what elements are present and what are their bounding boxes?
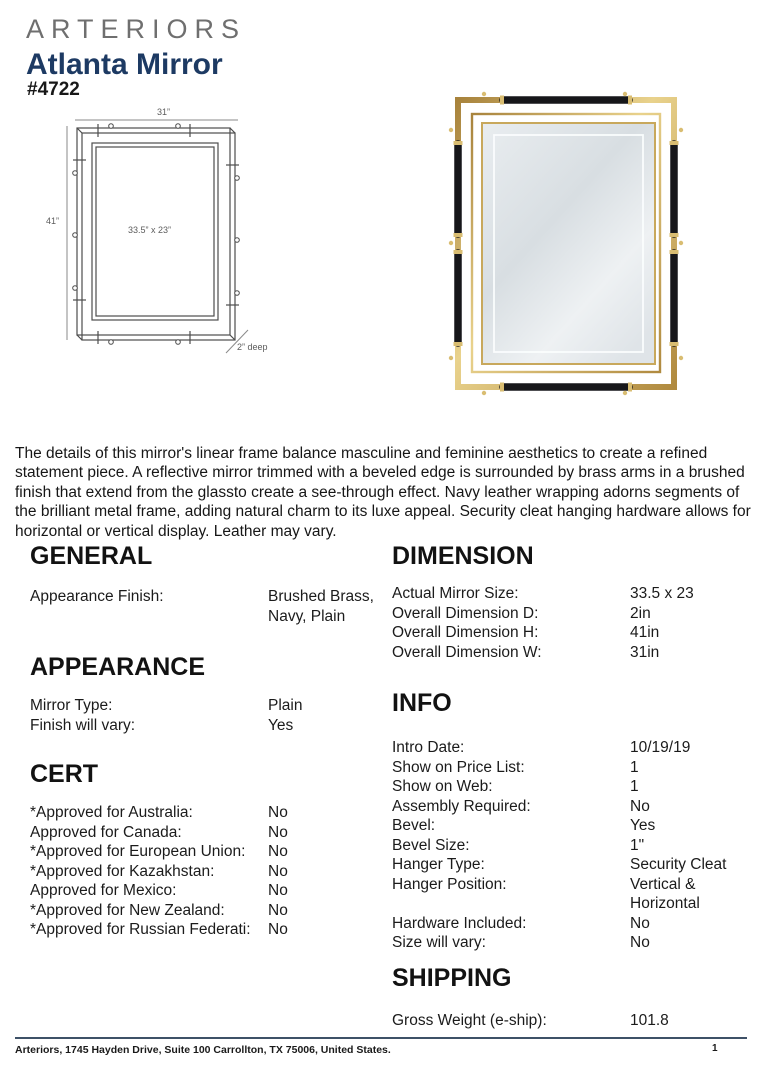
spec-row	[392, 933, 740, 953]
product-photo	[441, 86, 723, 413]
spec-label: *Approved for Australia:	[30, 804, 193, 821]
spec-label: Overall Dimension W:	[392, 643, 542, 661]
spec-value: 101.8	[630, 1011, 669, 1029]
spec-label: Hanger Type:	[392, 856, 485, 873]
spec-row	[392, 816, 740, 836]
spec-value: No	[630, 914, 650, 932]
dimension-diagram	[30, 100, 360, 390]
spec-label: Show on Web:	[392, 778, 493, 795]
spec-row	[30, 920, 380, 940]
spec-row	[392, 1011, 740, 1031]
product-sku: #4722	[27, 79, 80, 100]
spec-value: No	[268, 882, 288, 899]
section-general	[30, 541, 380, 626]
spec-row	[30, 842, 380, 862]
section-info-rows	[392, 738, 740, 953]
spec-label: Intro Date:	[392, 739, 465, 756]
diagram-depth-label: 2” deep	[237, 342, 268, 352]
mirror-pane	[482, 123, 655, 364]
spec-label: Approved for Mexico:	[30, 882, 177, 899]
spec-value: Vertical & Horizontal	[630, 875, 700, 912]
spec-row	[392, 855, 740, 875]
section-dimension	[392, 541, 740, 662]
spec-label: Hardware Included:	[392, 914, 527, 932]
spec-value: 1	[630, 758, 639, 776]
spec-value: No	[268, 921, 288, 938]
spec-row	[30, 696, 380, 716]
spec-row	[30, 587, 380, 626]
section-general-title: GENERAL	[30, 542, 153, 570]
spec-value: Yes	[268, 716, 294, 734]
spec-value: 31in	[630, 643, 660, 661]
spec-label: Show on Price List:	[392, 758, 525, 776]
spec-row	[392, 738, 740, 758]
section-appearance	[30, 652, 380, 735]
spec-label: *Approved for European Union:	[30, 843, 246, 860]
spec-label: Overall Dimension H:	[392, 624, 539, 641]
dimension-lines	[67, 120, 248, 353]
spec-row	[392, 797, 740, 817]
spec-label: Bevel Size:	[392, 836, 470, 854]
diagram-width-label: 31”	[157, 107, 171, 117]
spec-row	[392, 914, 740, 934]
spec-row	[392, 584, 740, 604]
spec-column-left	[30, 541, 380, 940]
spec-label: Bevel:	[392, 817, 436, 834]
spec-value: 2in	[630, 604, 651, 622]
spec-label: Mirror Type:	[30, 697, 113, 714]
section-info-title: INFO	[392, 689, 452, 717]
spec-row	[30, 901, 380, 921]
spec-row	[392, 758, 740, 778]
section-dimension-title: DIMENSION	[392, 542, 534, 570]
spec-row	[392, 643, 740, 663]
spec-label: Size will vary:	[392, 934, 486, 951]
section-dimension-rows	[392, 584, 740, 662]
footer-address: Arteriors, 1745 Hayden Drive, Suite 100 Carrollton, TX 75006, United States.	[15, 1044, 391, 1056]
spec-row	[30, 803, 380, 823]
spec-row	[30, 823, 380, 843]
section-info	[392, 688, 740, 953]
section-shipping-title: SHIPPING	[392, 963, 512, 992]
footer-divider	[15, 1037, 747, 1039]
spec-label: *Approved for Kazakhstan:	[30, 862, 215, 880]
spec-value: 1	[630, 778, 639, 795]
spec-label: Actual Mirror Size:	[392, 585, 519, 602]
spec-value: Plain	[268, 697, 303, 714]
spec-label: Finish will vary:	[30, 716, 136, 734]
spec-value: No	[630, 797, 650, 815]
spec-column-right	[392, 541, 740, 1030]
spec-label: Overall Dimension D:	[392, 604, 539, 622]
spec-label: *Approved for New Zealand:	[30, 901, 225, 919]
section-appearance-title: APPEARANCE	[30, 653, 206, 681]
spec-label: Assembly Required:	[392, 797, 531, 815]
spec-value: No	[630, 934, 650, 951]
section-cert-rows	[30, 803, 380, 940]
spec-value: Yes	[630, 817, 656, 834]
spec-value: 1"	[630, 836, 645, 854]
section-cert	[30, 759, 380, 940]
spec-value: 41in	[630, 624, 660, 641]
diagram-height-label: 41”	[46, 216, 60, 226]
spec-value: 10/19/19	[630, 739, 691, 756]
section-shipping	[392, 963, 740, 1031]
spec-row	[392, 875, 740, 914]
page-number: 1	[712, 1043, 718, 1054]
spec-value: Brushed Brass, Navy, Plain	[268, 588, 374, 625]
section-general-rows	[30, 587, 380, 626]
section-shipping-rows	[392, 1011, 740, 1031]
spec-label: *Approved for Russian Federati:	[30, 921, 251, 938]
product-description: The details of this mirror's linear frame balance masculine and feminine aesthetics to create a refined statement piece. A reflective mirror trimmed with a beveled edge is surrounded by brass arms in a brushed finish that extend from the glassto create a see-through effect. Navy leather wrapping adorns segments of the brilliant metal frame, adding natural charm to its luxe appeal. Security cleat hanging hardware allows for horizontal or vertical display. Leather may vary.	[15, 444, 751, 540]
spec-label: Appearance Finish:	[30, 588, 164, 605]
spec-label: Hanger Position:	[392, 875, 507, 893]
spec-row	[30, 716, 380, 736]
spec-row	[30, 881, 380, 901]
spec-value: No	[268, 862, 288, 880]
diagram-mirror-size-label: 33.5” x 23”	[128, 225, 172, 235]
spec-row	[392, 604, 740, 624]
spec-value: Security Cleat	[630, 856, 727, 873]
brand-logo: ARTERIORS	[26, 14, 247, 44]
spec-value: No	[268, 804, 288, 821]
spec-value: No	[268, 823, 288, 841]
spec-value: No	[268, 901, 288, 919]
spec-label: Gross Weight (e-ship):	[392, 1011, 547, 1029]
spec-value: No	[268, 843, 288, 860]
section-appearance-rows	[30, 696, 380, 735]
spec-value: 33.5 x 23	[630, 585, 694, 602]
spec-row	[30, 862, 380, 882]
spec-row	[392, 777, 740, 797]
section-cert-title: CERT	[30, 760, 99, 788]
spec-row	[392, 836, 740, 856]
spec-label: Approved for Canada:	[30, 823, 182, 841]
spec-row	[392, 623, 740, 643]
page-title: Atlanta Mirror	[26, 48, 223, 81]
